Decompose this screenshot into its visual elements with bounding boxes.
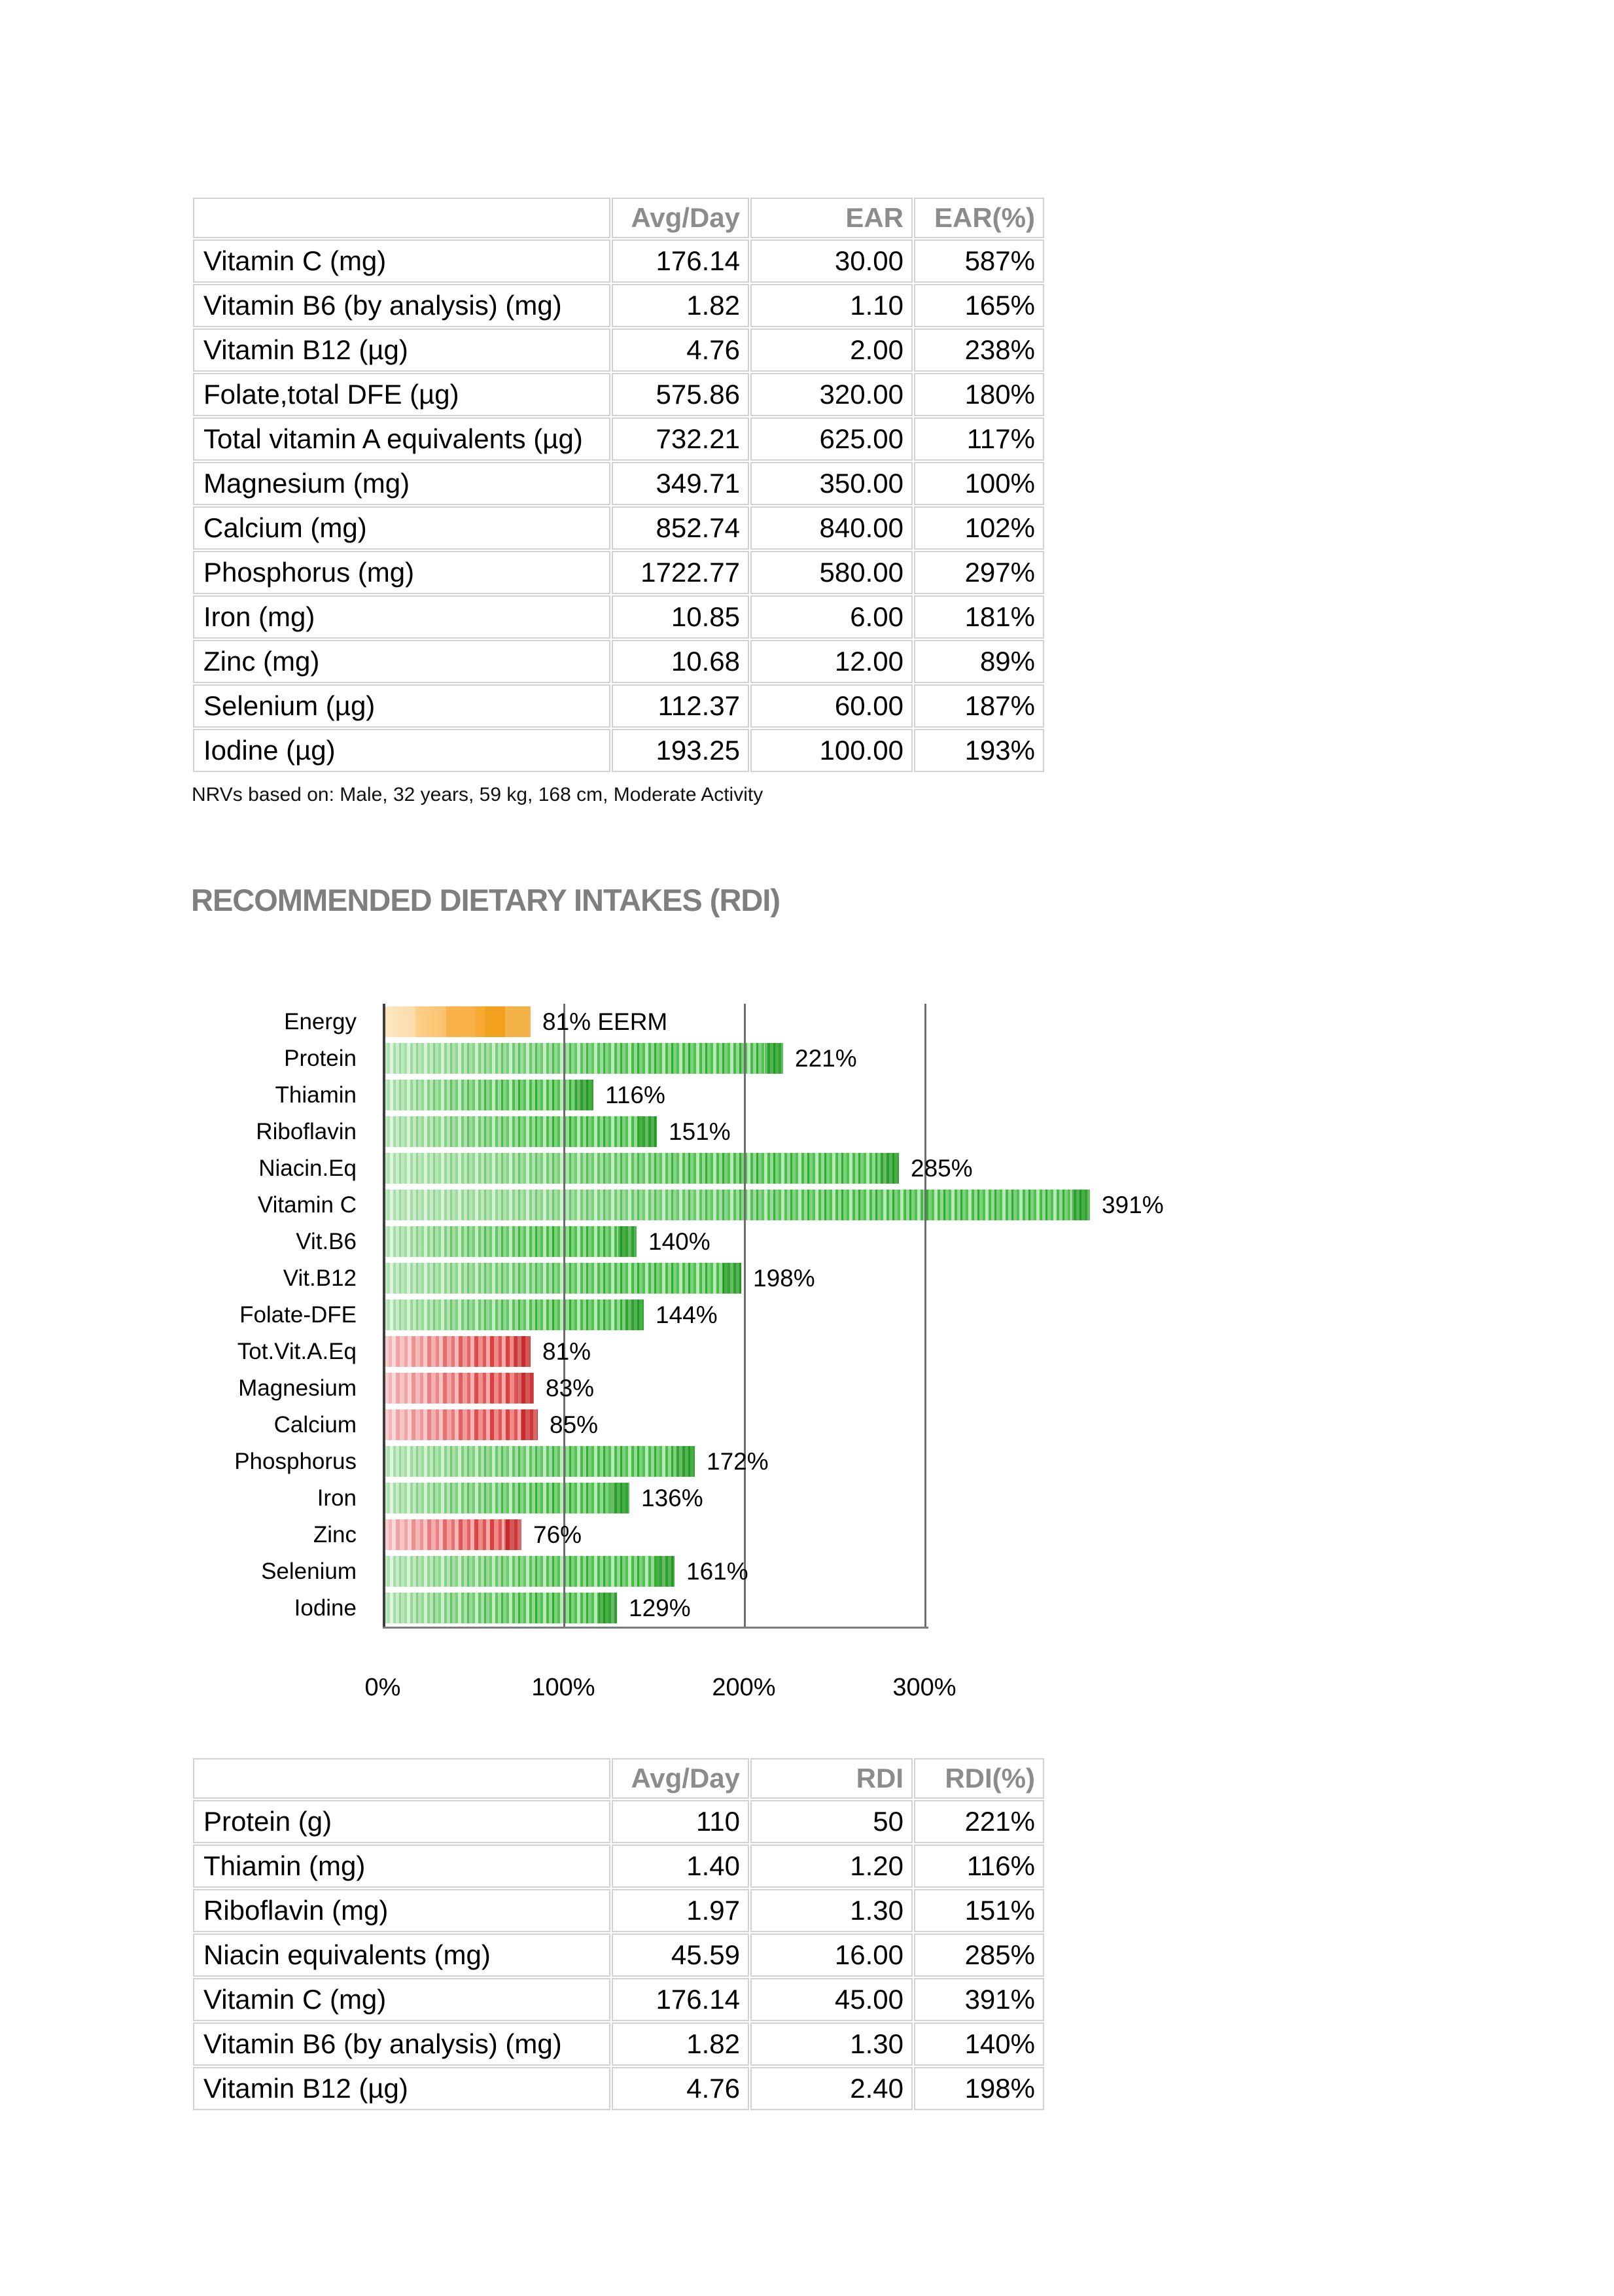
table-row-vitamin-c-mg	[193, 1978, 1044, 2021]
cell-ear_pct: 587%	[914, 239, 1044, 283]
bar-value-niacin-eq: 285%	[911, 1155, 973, 1182]
table-row-vitamin-b12-g	[193, 328, 1044, 372]
row-label: Vitamin C (mg)	[193, 1978, 610, 2021]
cell-rdi: 45.00	[750, 1978, 913, 2021]
cell-rdi: 50	[750, 1800, 913, 1843]
row-label: Selenium (µg)	[193, 684, 610, 728]
cell-ear_pct: 89%	[914, 640, 1044, 683]
cell-ear: 6.00	[750, 595, 913, 639]
category-label-vitamin-c: Vitamin C	[257, 1192, 357, 1218]
row-label: Vitamin B6 (by analysis) (mg)	[193, 284, 610, 327]
row-label: Niacin equivalents (mg)	[193, 1934, 610, 1977]
nrv-footnote: NRVs based on: Male, 32 years, 59 kg, 168 cm, Moderate Activity	[192, 784, 763, 805]
bar-magnesium	[384, 1373, 534, 1404]
bar-vit-b6	[384, 1226, 637, 1257]
column-header-rdi: RDI(%)	[914, 1758, 1044, 1799]
cell-ear: 12.00	[750, 640, 913, 683]
cell-rdi: 16.00	[750, 1934, 913, 1977]
bar-value-thiamin: 116%	[605, 1082, 665, 1108]
table-row-niacin-equivalents-mg	[193, 1934, 1044, 1977]
table-row-vitamin-b6-by-analysis-mg	[193, 284, 1044, 327]
table-row-phosphorus-mg	[193, 551, 1044, 594]
x-tick-label-200: 200%	[712, 1674, 776, 1701]
cell-avg_day: 1722.77	[612, 551, 749, 594]
category-label-selenium: Selenium	[261, 1559, 357, 1584]
cell-ear: 100.00	[750, 729, 913, 772]
row-label: Vitamin B6 (by analysis) (mg)	[193, 2022, 610, 2066]
column-header-ear: EAR(%)	[914, 198, 1044, 238]
column-header-avg-day: Avg/Day	[612, 198, 749, 238]
bar-thiamin	[384, 1080, 593, 1110]
bar-iodine	[384, 1593, 617, 1623]
rdi-bar-chart	[0, 1004, 1614, 1730]
x-tick-label-0: 0%	[364, 1674, 401, 1701]
cell-rdi_pct: 391%	[914, 1978, 1044, 2021]
bar-value-calcium: 85%	[550, 1411, 599, 1438]
cell-avg_day: 1.82	[612, 2022, 749, 2066]
bar-value-phosphorus: 172%	[707, 1448, 769, 1475]
row-label: Zinc (mg)	[193, 640, 610, 683]
cell-rdi: 1.30	[750, 1889, 913, 1932]
row-label: Magnesium (mg)	[193, 462, 610, 505]
row-label: Protein (g)	[193, 1800, 610, 1843]
cell-rdi: 1.20	[750, 1845, 913, 1888]
cell-avg_day: 45.59	[612, 1934, 749, 1977]
row-label: Vitamin B12 (µg)	[193, 2067, 610, 2110]
bar-value-selenium: 161%	[686, 1558, 748, 1585]
category-label-niacin-eq: Niacin.Eq	[258, 1156, 357, 1181]
cell-ear_pct: 100%	[914, 462, 1044, 505]
row-label: Thiamin (mg)	[193, 1845, 610, 1888]
section-heading: RECOMMENDED DIETARY INTAKES (RDI)	[191, 883, 781, 917]
bar-value-protein: 221%	[795, 1045, 857, 1072]
table-row-vitamin-b12-g	[193, 2067, 1044, 2110]
column-header-ear: EAR	[750, 198, 913, 238]
cell-avg_day: 4.76	[612, 328, 749, 372]
cell-rdi_pct: 198%	[914, 2067, 1044, 2110]
bar-value-energy: 81% EERM	[542, 1008, 668, 1035]
category-label-riboflavin: Riboflavin	[256, 1119, 357, 1144]
row-label: Vitamin B12 (µg)	[193, 328, 610, 372]
gridline-200	[744, 1004, 746, 1627]
row-label: Riboflavin (mg)	[193, 1889, 610, 1932]
cell-avg_day: 1.82	[612, 284, 749, 327]
cell-avg_day: 10.68	[612, 640, 749, 683]
category-label-tot-vit-a-eq: Tot.Vit.A.Eq	[237, 1339, 357, 1364]
header-row	[193, 1758, 1044, 1799]
gridline-300	[924, 1004, 926, 1627]
cell-ear: 350.00	[750, 462, 913, 505]
table-row-riboflavin-mg	[193, 1889, 1044, 1932]
cell-rdi: 2.40	[750, 2067, 913, 2110]
cell-avg_day: 732.21	[612, 417, 749, 461]
bar-value-vit-b12: 198%	[753, 1265, 815, 1292]
table-row-magnesium-mg	[193, 462, 1044, 505]
column-header-rdi: RDI	[750, 1758, 913, 1799]
table-row-zinc-mg	[193, 640, 1044, 683]
bar-value-vitamin-c: 391%	[1102, 1192, 1164, 1218]
column-header-blank	[193, 198, 610, 238]
bar-calcium	[384, 1409, 538, 1440]
table-row-vitamin-c-mg	[193, 239, 1044, 283]
bar-folate-dfe	[384, 1299, 644, 1330]
cell-avg_day: 176.14	[612, 1978, 749, 2021]
cell-ear_pct: 187%	[914, 684, 1044, 728]
category-label-folate-dfe: Folate-DFE	[239, 1302, 357, 1328]
row-label: Iron (mg)	[193, 595, 610, 639]
row-label: Folate,total DFE (µg)	[193, 373, 610, 416]
cell-rdi_pct: 140%	[914, 2022, 1044, 2066]
cell-ear: 840.00	[750, 506, 913, 550]
cell-ear_pct: 117%	[914, 417, 1044, 461]
bar-energy	[384, 1006, 531, 1037]
bar-value-vit-b6: 140%	[648, 1228, 711, 1255]
bar-value-tot-vit-a-eq: 81%	[542, 1338, 591, 1365]
bar-value-zinc: 76%	[533, 1521, 582, 1548]
bar-niacin-eq	[384, 1153, 899, 1184]
cell-avg_day: 349.71	[612, 462, 749, 505]
row-label: Vitamin C (mg)	[193, 239, 610, 283]
category-label-phosphorus: Phosphorus	[234, 1449, 357, 1474]
cell-rdi_pct: 116%	[914, 1845, 1044, 1888]
category-label-calcium: Calcium	[273, 1412, 357, 1438]
table-row-protein-g	[193, 1800, 1044, 1843]
bar-riboflavin	[384, 1116, 657, 1147]
category-label-zinc: Zinc	[313, 1522, 357, 1547]
bar-value-magnesium: 83%	[546, 1375, 595, 1402]
x-axis-line	[383, 1627, 928, 1629]
table-row-total-vitamin-a-equivalents-g	[193, 417, 1044, 461]
bar-value-folate-dfe: 144%	[656, 1301, 718, 1328]
bar-vit-b12	[384, 1263, 741, 1294]
category-label-vit-b12: Vit.B12	[283, 1265, 357, 1291]
bar-tot-vit-a-eq	[384, 1336, 531, 1367]
cell-ear_pct: 180%	[914, 373, 1044, 416]
cell-rdi_pct: 151%	[914, 1889, 1044, 1932]
cell-ear_pct: 297%	[914, 551, 1044, 594]
cell-ear: 580.00	[750, 551, 913, 594]
bar-phosphorus	[384, 1446, 695, 1477]
bar-value-iron: 136%	[641, 1485, 703, 1511]
cell-ear: 30.00	[750, 239, 913, 283]
category-label-iron: Iron	[317, 1485, 357, 1511]
cell-ear_pct: 238%	[914, 328, 1044, 372]
table-row-iodine-g	[193, 729, 1044, 772]
row-label: Phosphorus (mg)	[193, 551, 610, 594]
row-label: Iodine (µg)	[193, 729, 610, 772]
cell-avg_day: 852.74	[612, 506, 749, 550]
cell-ear: 320.00	[750, 373, 913, 416]
cell-avg_day: 1.40	[612, 1845, 749, 1888]
category-label-protein: Protein	[284, 1046, 357, 1071]
cell-avg_day: 4.76	[612, 2067, 749, 2110]
cell-avg_day: 1.97	[612, 1889, 749, 1932]
bar-protein	[384, 1043, 783, 1074]
bar-zinc	[384, 1519, 521, 1550]
cell-ear_pct: 165%	[914, 284, 1044, 327]
cell-ear_pct: 102%	[914, 506, 1044, 550]
ear-table	[192, 196, 1045, 773]
x-tick-label-100: 100%	[531, 1674, 595, 1701]
rdi-table	[192, 1757, 1045, 2111]
cell-avg_day: 193.25	[612, 729, 749, 772]
row-label: Total vitamin A equivalents (µg)	[193, 417, 610, 461]
cell-rdi_pct: 285%	[914, 1934, 1044, 1977]
cell-ear_pct: 193%	[914, 729, 1044, 772]
category-label-energy: Energy	[284, 1009, 357, 1034]
cell-ear: 1.10	[750, 284, 913, 327]
category-label-vit-b6: Vit.B6	[296, 1229, 357, 1254]
cell-avg_day: 575.86	[612, 373, 749, 416]
bar-value-iodine: 129%	[629, 1595, 691, 1621]
bar-value-riboflavin: 151%	[669, 1118, 731, 1145]
column-header-avg-day: Avg/Day	[612, 1758, 749, 1799]
cell-avg_day: 110	[612, 1800, 749, 1843]
cell-avg_day: 10.85	[612, 595, 749, 639]
table-row-selenium-g	[193, 684, 1044, 728]
table-row-folate-total-dfe-g	[193, 373, 1044, 416]
table-row-calcium-mg	[193, 506, 1044, 550]
row-label: Calcium (mg)	[193, 506, 610, 550]
x-tick-label-300: 300%	[892, 1674, 956, 1701]
bar-iron	[384, 1483, 629, 1513]
cell-ear: 2.00	[750, 328, 913, 372]
header-row	[193, 198, 1044, 238]
cell-ear_pct: 181%	[914, 595, 1044, 639]
cell-rdi_pct: 221%	[914, 1800, 1044, 1843]
category-label-thiamin: Thiamin	[275, 1082, 357, 1108]
category-label-magnesium: Magnesium	[238, 1375, 357, 1401]
bar-selenium	[384, 1556, 675, 1587]
column-header-blank	[193, 1758, 610, 1799]
cell-ear: 60.00	[750, 684, 913, 728]
cell-ear: 625.00	[750, 417, 913, 461]
table-row-vitamin-b6-by-analysis-mg	[193, 2022, 1044, 2066]
bar-vitamin-c	[384, 1190, 1090, 1220]
table-row-iron-mg	[193, 595, 1044, 639]
cell-avg_day: 176.14	[612, 239, 749, 283]
cell-avg_day: 112.37	[612, 684, 749, 728]
y-axis-line	[383, 1004, 385, 1627]
cell-rdi: 1.30	[750, 2022, 913, 2066]
table-row-thiamin-mg	[193, 1845, 1044, 1888]
category-label-iodine: Iodine	[294, 1595, 357, 1621]
